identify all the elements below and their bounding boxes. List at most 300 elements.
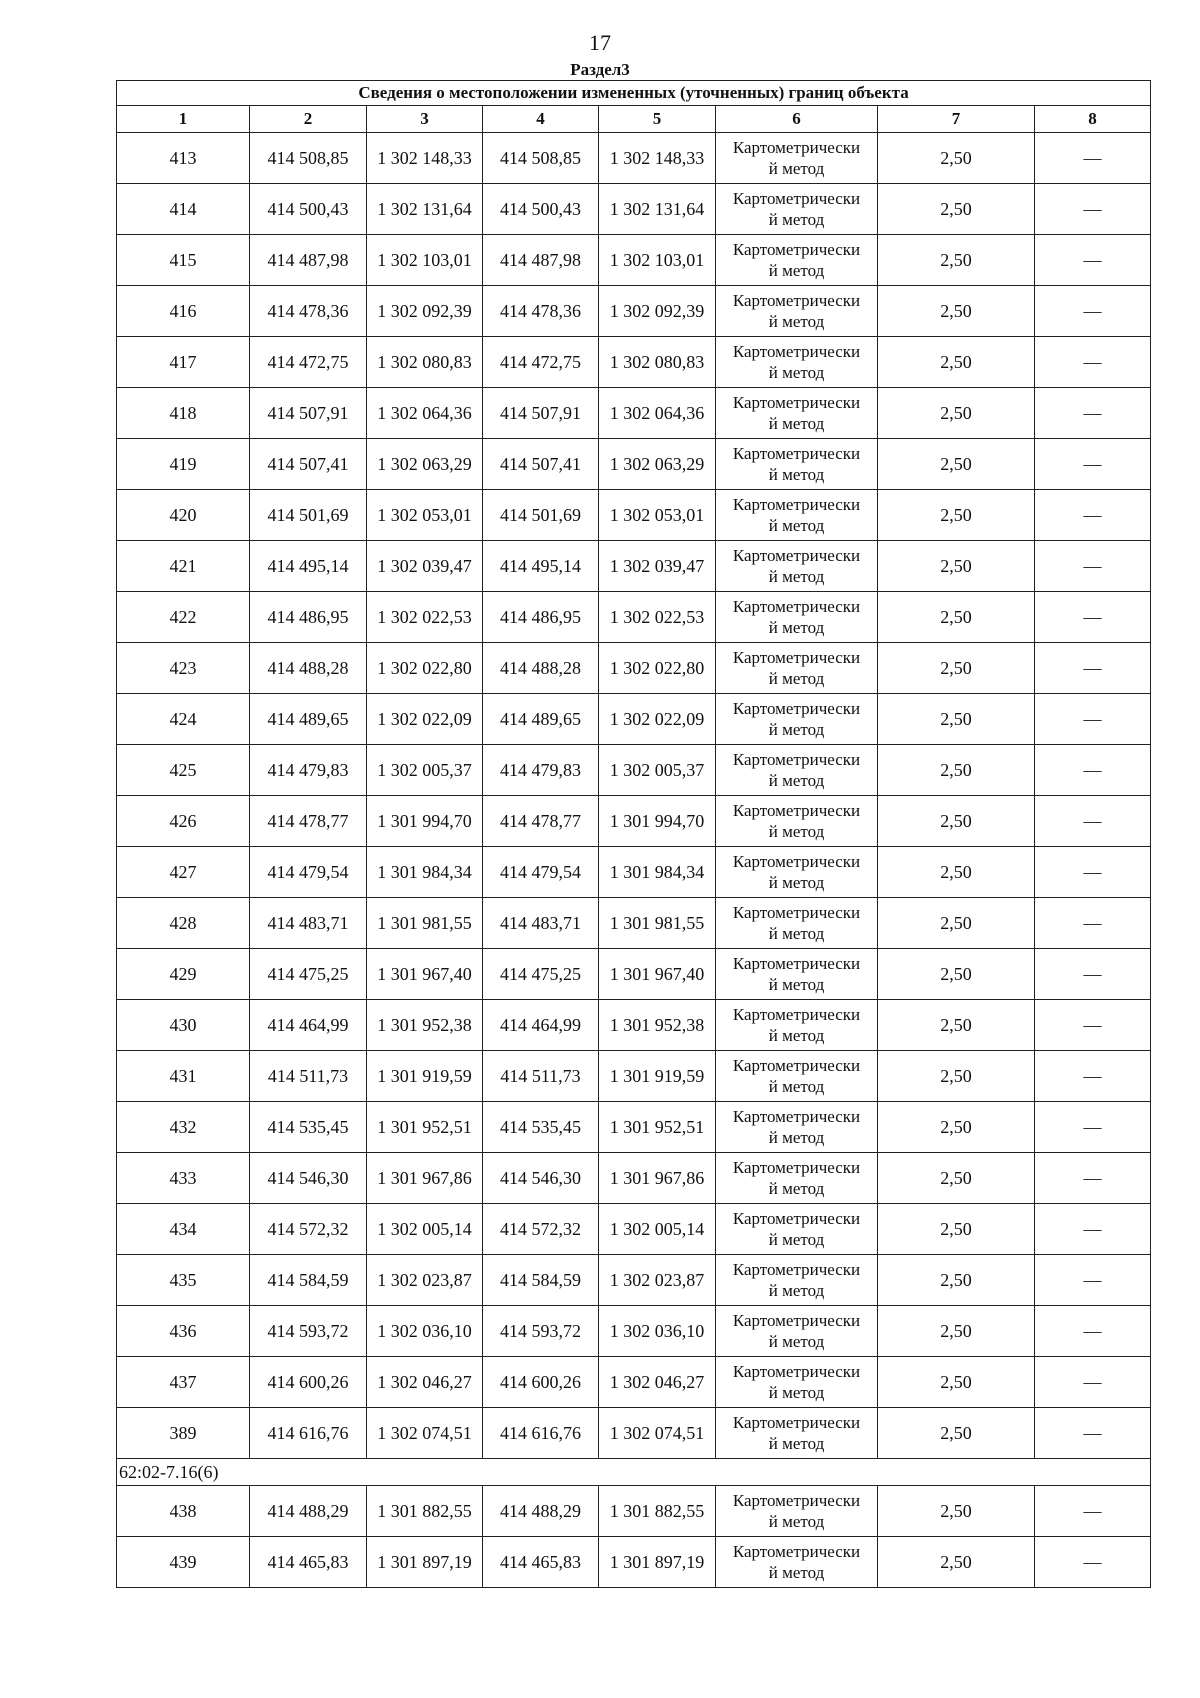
x-new-cell: 414 472,75 — [483, 337, 599, 388]
y-new-cell: 1 302 053,01 — [599, 490, 716, 541]
x-existing-cell: 414 487,98 — [250, 235, 367, 286]
table-row — [117, 541, 1151, 592]
y-existing-cell: 1 302 039,47 — [367, 541, 483, 592]
point-number-cell: 421 — [117, 541, 250, 592]
method-cell — [716, 592, 878, 643]
y-new-cell: 1 302 148,33 — [599, 133, 716, 184]
y-new-cell: 1 301 919,59 — [599, 1051, 716, 1102]
note-cell: — — [1035, 1051, 1151, 1102]
table-row — [117, 1306, 1151, 1357]
table-row — [117, 592, 1151, 643]
y-existing-cell: 1 302 022,09 — [367, 694, 483, 745]
accuracy-cell: 2,50 — [878, 1486, 1035, 1537]
table-row — [117, 1153, 1151, 1204]
column-header: 8 — [1035, 106, 1151, 133]
note-cell: — — [1035, 796, 1151, 847]
point-number-cell: 416 — [117, 286, 250, 337]
method-cell — [716, 490, 878, 541]
note-cell: — — [1035, 184, 1151, 235]
y-new-cell: 1 301 981,55 — [599, 898, 716, 949]
table-row — [117, 1357, 1151, 1408]
y-new-cell: 1 301 952,51 — [599, 1102, 716, 1153]
x-new-cell: 414 478,36 — [483, 286, 599, 337]
note-cell: — — [1035, 1357, 1151, 1408]
method-cell — [716, 643, 878, 694]
page-number: 17 — [589, 30, 611, 55]
x-new-cell: 414 507,41 — [483, 439, 599, 490]
accuracy-cell: 2,50 — [878, 1102, 1035, 1153]
point-number-cell: 422 — [117, 592, 250, 643]
y-existing-cell: 1 302 131,64 — [367, 184, 483, 235]
y-new-cell: 1 302 022,09 — [599, 694, 716, 745]
y-existing-cell: 1 301 897,19 — [367, 1537, 483, 1588]
x-new-cell: 414 500,43 — [483, 184, 599, 235]
y-existing-cell: 1 302 046,27 — [367, 1357, 483, 1408]
method-line: й метод — [768, 363, 825, 382]
method-line: й метод — [768, 1230, 825, 1249]
column-header: 4 — [483, 106, 599, 133]
x-existing-cell: 414 488,28 — [250, 643, 367, 694]
x-new-cell: 414 511,73 — [483, 1051, 599, 1102]
x-new-cell: 414 488,29 — [483, 1486, 599, 1537]
y-new-cell: 1 302 063,29 — [599, 439, 716, 490]
method-cell — [716, 133, 878, 184]
method-line: й метод — [768, 516, 825, 535]
table-caption: Сведения о местоположении измененных (уточненных) границ объекта — [117, 81, 1151, 106]
method-line: й метод — [768, 873, 825, 892]
note-cell: — — [1035, 490, 1151, 541]
method-line: Картометрически — [732, 291, 861, 310]
method-line: й метод — [768, 1026, 825, 1045]
x-existing-cell: 414 483,71 — [250, 898, 367, 949]
method-line: й метод — [768, 465, 825, 484]
method-line: Картометрически — [732, 750, 861, 769]
x-new-cell: 414 501,69 — [483, 490, 599, 541]
y-existing-cell: 1 302 080,83 — [367, 337, 483, 388]
table-row — [117, 286, 1151, 337]
method-line: й метод — [768, 312, 825, 331]
y-new-cell: 1 302 092,39 — [599, 286, 716, 337]
method-cell — [716, 1204, 878, 1255]
method-line: й метод — [768, 261, 825, 280]
method-line: Картометрически — [732, 699, 861, 718]
note-cell: — — [1035, 1486, 1151, 1537]
method-line: й метод — [768, 669, 825, 688]
table-row — [117, 439, 1151, 490]
method-line: й метод — [768, 1179, 825, 1198]
point-number-cell: 413 — [117, 133, 250, 184]
x-existing-cell: 414 478,36 — [250, 286, 367, 337]
table-row — [117, 1204, 1151, 1255]
x-new-cell: 414 483,71 — [483, 898, 599, 949]
x-new-cell: 414 508,85 — [483, 133, 599, 184]
x-new-cell: 414 486,95 — [483, 592, 599, 643]
method-line: й метод — [768, 1512, 825, 1531]
x-existing-cell: 414 486,95 — [250, 592, 367, 643]
y-existing-cell: 1 301 984,34 — [367, 847, 483, 898]
table-row — [117, 643, 1151, 694]
accuracy-cell: 2,50 — [878, 1255, 1035, 1306]
x-existing-cell: 414 478,77 — [250, 796, 367, 847]
method-line: Картометрически — [732, 903, 861, 922]
x-existing-cell: 414 489,65 — [250, 694, 367, 745]
point-number-cell: 431 — [117, 1051, 250, 1102]
method-line: Картометрически — [732, 648, 861, 667]
y-existing-cell: 1 302 022,80 — [367, 643, 483, 694]
method-line: й метод — [768, 771, 825, 790]
method-line: й метод — [768, 1383, 825, 1402]
note-cell: — — [1035, 235, 1151, 286]
table-row — [117, 490, 1151, 541]
column-header-row — [117, 106, 1151, 133]
method-line: й метод — [768, 720, 825, 739]
table-row — [117, 1408, 1151, 1459]
point-number-cell: 433 — [117, 1153, 250, 1204]
method-line: й метод — [768, 159, 825, 178]
x-existing-cell: 414 507,91 — [250, 388, 367, 439]
method-line: й метод — [768, 924, 825, 943]
group-label: 62:02-7.16(6) — [117, 1459, 1151, 1486]
method-line: Картометрически — [732, 138, 861, 157]
accuracy-cell: 2,50 — [878, 1153, 1035, 1204]
y-existing-cell: 1 302 005,14 — [367, 1204, 483, 1255]
method-cell — [716, 1357, 878, 1408]
accuracy-cell: 2,50 — [878, 1357, 1035, 1408]
method-line: й метод — [768, 1332, 825, 1351]
method-line: Картометрически — [732, 1311, 861, 1330]
method-cell — [716, 1486, 878, 1537]
y-existing-cell: 1 302 005,37 — [367, 745, 483, 796]
x-existing-cell: 414 488,29 — [250, 1486, 367, 1537]
y-existing-cell: 1 301 981,55 — [367, 898, 483, 949]
accuracy-cell: 2,50 — [878, 235, 1035, 286]
method-cell — [716, 796, 878, 847]
point-number-cell: 437 — [117, 1357, 250, 1408]
accuracy-cell: 2,50 — [878, 184, 1035, 235]
method-cell — [716, 898, 878, 949]
y-existing-cell: 1 301 882,55 — [367, 1486, 483, 1537]
point-number-cell: 428 — [117, 898, 250, 949]
point-number-cell: 417 — [117, 337, 250, 388]
note-cell: — — [1035, 1255, 1151, 1306]
method-line: Картометрически — [732, 1542, 861, 1561]
method-cell — [716, 1255, 878, 1306]
y-existing-cell: 1 301 994,70 — [367, 796, 483, 847]
accuracy-cell: 2,50 — [878, 490, 1035, 541]
note-cell: — — [1035, 286, 1151, 337]
column-header: 2 — [250, 106, 367, 133]
method-line: Картометрически — [732, 801, 861, 820]
accuracy-cell: 2,50 — [878, 1051, 1035, 1102]
y-new-cell: 1 302 005,37 — [599, 745, 716, 796]
method-cell — [716, 286, 878, 337]
accuracy-cell: 2,50 — [878, 898, 1035, 949]
x-existing-cell: 414 500,43 — [250, 184, 367, 235]
method-cell — [716, 235, 878, 286]
table-row — [117, 898, 1151, 949]
x-new-cell: 414 495,14 — [483, 541, 599, 592]
point-number-cell: 435 — [117, 1255, 250, 1306]
x-existing-cell: 414 465,83 — [250, 1537, 367, 1588]
y-existing-cell: 1 302 022,53 — [367, 592, 483, 643]
x-existing-cell: 414 475,25 — [250, 949, 367, 1000]
method-line: Картометрически — [732, 444, 861, 463]
y-existing-cell: 1 301 967,86 — [367, 1153, 483, 1204]
method-line: Картометрически — [732, 1005, 861, 1024]
y-new-cell: 1 302 039,47 — [599, 541, 716, 592]
y-new-cell: 1 302 046,27 — [599, 1357, 716, 1408]
method-cell — [716, 1051, 878, 1102]
y-new-cell: 1 302 023,87 — [599, 1255, 716, 1306]
method-line: Картометрически — [732, 954, 861, 973]
note-cell: — — [1035, 1306, 1151, 1357]
method-line: й метод — [768, 414, 825, 433]
y-new-cell: 1 301 967,40 — [599, 949, 716, 1000]
x-existing-cell: 414 508,85 — [250, 133, 367, 184]
y-new-cell: 1 301 952,38 — [599, 1000, 716, 1051]
x-existing-cell: 414 501,69 — [250, 490, 367, 541]
y-existing-cell: 1 302 063,29 — [367, 439, 483, 490]
method-line: Картометрически — [732, 1056, 861, 1075]
method-line: й метод — [768, 1077, 825, 1096]
x-existing-cell: 414 511,73 — [250, 1051, 367, 1102]
method-cell — [716, 1153, 878, 1204]
x-new-cell: 414 478,77 — [483, 796, 599, 847]
accuracy-cell: 2,50 — [878, 337, 1035, 388]
y-existing-cell: 1 301 967,40 — [367, 949, 483, 1000]
table-row — [117, 388, 1151, 439]
x-new-cell: 414 479,54 — [483, 847, 599, 898]
table-row — [117, 337, 1151, 388]
method-line: й метод — [768, 1434, 825, 1453]
point-number-cell: 415 — [117, 235, 250, 286]
y-new-cell: 1 302 036,10 — [599, 1306, 716, 1357]
x-new-cell: 414 546,30 — [483, 1153, 599, 1204]
table-row — [117, 1255, 1151, 1306]
accuracy-cell: 2,50 — [878, 949, 1035, 1000]
x-existing-cell: 414 479,83 — [250, 745, 367, 796]
note-cell: — — [1035, 133, 1151, 184]
method-cell — [716, 1000, 878, 1051]
method-cell — [716, 1306, 878, 1357]
accuracy-cell: 2,50 — [878, 1306, 1035, 1357]
point-number-cell: 414 — [117, 184, 250, 235]
x-existing-cell: 414 535,45 — [250, 1102, 367, 1153]
x-new-cell: 414 507,91 — [483, 388, 599, 439]
accuracy-cell: 2,50 — [878, 592, 1035, 643]
point-number-cell: 427 — [117, 847, 250, 898]
note-cell: — — [1035, 745, 1151, 796]
x-new-cell: 414 489,65 — [483, 694, 599, 745]
point-number-cell: 438 — [117, 1486, 250, 1537]
column-header: 5 — [599, 106, 716, 133]
point-number-cell: 430 — [117, 1000, 250, 1051]
y-existing-cell: 1 302 023,87 — [367, 1255, 483, 1306]
x-existing-cell: 414 495,14 — [250, 541, 367, 592]
y-existing-cell: 1 302 036,10 — [367, 1306, 483, 1357]
method-line: Картометрически — [732, 1107, 861, 1126]
x-new-cell: 414 479,83 — [483, 745, 599, 796]
point-number-cell: 423 — [117, 643, 250, 694]
method-line: Картометрически — [732, 1413, 861, 1432]
y-existing-cell: 1 301 952,38 — [367, 1000, 483, 1051]
x-new-cell: 414 465,83 — [483, 1537, 599, 1588]
note-cell: — — [1035, 1153, 1151, 1204]
x-new-cell: 414 600,26 — [483, 1357, 599, 1408]
method-line: Картометрически — [732, 1158, 861, 1177]
method-line: й метод — [768, 210, 825, 229]
y-new-cell: 1 301 984,34 — [599, 847, 716, 898]
x-existing-cell: 414 593,72 — [250, 1306, 367, 1357]
accuracy-cell: 2,50 — [878, 1000, 1035, 1051]
y-new-cell: 1 302 131,64 — [599, 184, 716, 235]
group-row — [117, 1459, 1151, 1486]
accuracy-cell: 2,50 — [878, 439, 1035, 490]
method-line: Картометрически — [732, 1260, 861, 1279]
x-new-cell: 414 535,45 — [483, 1102, 599, 1153]
method-line: й метод — [768, 1281, 825, 1300]
accuracy-cell: 2,50 — [878, 388, 1035, 439]
y-existing-cell: 1 302 053,01 — [367, 490, 483, 541]
method-line: Картометрически — [732, 1209, 861, 1228]
accuracy-cell: 2,50 — [878, 541, 1035, 592]
method-cell — [716, 949, 878, 1000]
y-existing-cell: 1 302 064,36 — [367, 388, 483, 439]
y-existing-cell: 1 302 103,01 — [367, 235, 483, 286]
note-cell: — — [1035, 1204, 1151, 1255]
note-cell: — — [1035, 541, 1151, 592]
point-number-cell: 389 — [117, 1408, 250, 1459]
note-cell: — — [1035, 439, 1151, 490]
method-cell — [716, 388, 878, 439]
x-new-cell: 414 584,59 — [483, 1255, 599, 1306]
x-existing-cell: 414 616,76 — [250, 1408, 367, 1459]
column-header: 1 — [117, 106, 250, 133]
x-new-cell: 414 464,99 — [483, 1000, 599, 1051]
point-number-cell: 418 — [117, 388, 250, 439]
method-line: й метод — [768, 618, 825, 637]
y-new-cell: 1 301 882,55 — [599, 1486, 716, 1537]
x-existing-cell: 414 572,32 — [250, 1204, 367, 1255]
table-row — [117, 1486, 1151, 1537]
point-number-cell: 436 — [117, 1306, 250, 1357]
method-cell — [716, 694, 878, 745]
y-new-cell: 1 302 005,14 — [599, 1204, 716, 1255]
accuracy-cell: 2,50 — [878, 745, 1035, 796]
y-new-cell: 1 301 967,86 — [599, 1153, 716, 1204]
point-number-cell: 425 — [117, 745, 250, 796]
method-line: й метод — [768, 975, 825, 994]
table-row — [117, 1537, 1151, 1588]
method-line: Картометрически — [732, 495, 861, 514]
method-line: й метод — [768, 822, 825, 841]
method-cell — [716, 1408, 878, 1459]
note-cell: — — [1035, 1537, 1151, 1588]
note-cell: — — [1035, 949, 1151, 1000]
table-row — [117, 694, 1151, 745]
x-new-cell: 414 593,72 — [483, 1306, 599, 1357]
point-number-cell: 439 — [117, 1537, 250, 1588]
x-existing-cell: 414 479,54 — [250, 847, 367, 898]
y-new-cell: 1 302 074,51 — [599, 1408, 716, 1459]
table-row — [117, 796, 1151, 847]
note-cell: — — [1035, 388, 1151, 439]
point-number-cell: 426 — [117, 796, 250, 847]
table-row — [117, 184, 1151, 235]
method-line: Картометрически — [732, 393, 861, 412]
y-new-cell: 1 301 897,19 — [599, 1537, 716, 1588]
note-cell: — — [1035, 898, 1151, 949]
method-line: Картометрически — [732, 546, 861, 565]
method-cell — [716, 184, 878, 235]
y-existing-cell: 1 302 074,51 — [367, 1408, 483, 1459]
method-cell — [716, 847, 878, 898]
note-cell: — — [1035, 592, 1151, 643]
table-row — [117, 1102, 1151, 1153]
point-number-cell: 429 — [117, 949, 250, 1000]
note-cell: — — [1035, 694, 1151, 745]
table-row — [117, 235, 1151, 286]
coordinates-table — [116, 80, 1151, 1588]
method-line: Картометрически — [732, 597, 861, 616]
method-line: Картометрически — [732, 1362, 861, 1381]
method-cell — [716, 541, 878, 592]
accuracy-cell: 2,50 — [878, 286, 1035, 337]
method-line: й метод — [768, 1563, 825, 1582]
point-number-cell: 424 — [117, 694, 250, 745]
accuracy-cell: 2,50 — [878, 796, 1035, 847]
y-new-cell: 1 302 080,83 — [599, 337, 716, 388]
x-new-cell: 414 475,25 — [483, 949, 599, 1000]
accuracy-cell: 2,50 — [878, 133, 1035, 184]
y-existing-cell: 1 301 919,59 — [367, 1051, 483, 1102]
column-header: 7 — [878, 106, 1035, 133]
method-cell — [716, 1102, 878, 1153]
accuracy-cell: 2,50 — [878, 847, 1035, 898]
y-new-cell: 1 302 103,01 — [599, 235, 716, 286]
note-cell: — — [1035, 1408, 1151, 1459]
x-existing-cell: 414 472,75 — [250, 337, 367, 388]
method-line: Картометрически — [732, 240, 861, 259]
point-number-cell: 434 — [117, 1204, 250, 1255]
method-line: й метод — [768, 1128, 825, 1147]
y-existing-cell: 1 302 092,39 — [367, 286, 483, 337]
method-cell — [716, 1537, 878, 1588]
x-existing-cell: 414 507,41 — [250, 439, 367, 490]
accuracy-cell: 2,50 — [878, 1204, 1035, 1255]
method-cell — [716, 439, 878, 490]
table-row — [117, 1000, 1151, 1051]
x-existing-cell: 414 600,26 — [250, 1357, 367, 1408]
table-row — [117, 133, 1151, 184]
method-line: Картометрически — [732, 1491, 861, 1510]
accuracy-cell: 2,50 — [878, 1408, 1035, 1459]
table-row — [117, 949, 1151, 1000]
method-cell — [716, 745, 878, 796]
point-number-cell: 419 — [117, 439, 250, 490]
note-cell: — — [1035, 1000, 1151, 1051]
accuracy-cell: 2,50 — [878, 694, 1035, 745]
column-header: 6 — [716, 106, 878, 133]
note-cell: — — [1035, 847, 1151, 898]
method-line: й метод — [768, 567, 825, 586]
y-existing-cell: 1 301 952,51 — [367, 1102, 483, 1153]
x-new-cell: 414 487,98 — [483, 235, 599, 286]
note-cell: — — [1035, 1102, 1151, 1153]
x-existing-cell: 414 546,30 — [250, 1153, 367, 1204]
point-number-cell: 420 — [117, 490, 250, 541]
method-line: Картометрически — [732, 342, 861, 361]
